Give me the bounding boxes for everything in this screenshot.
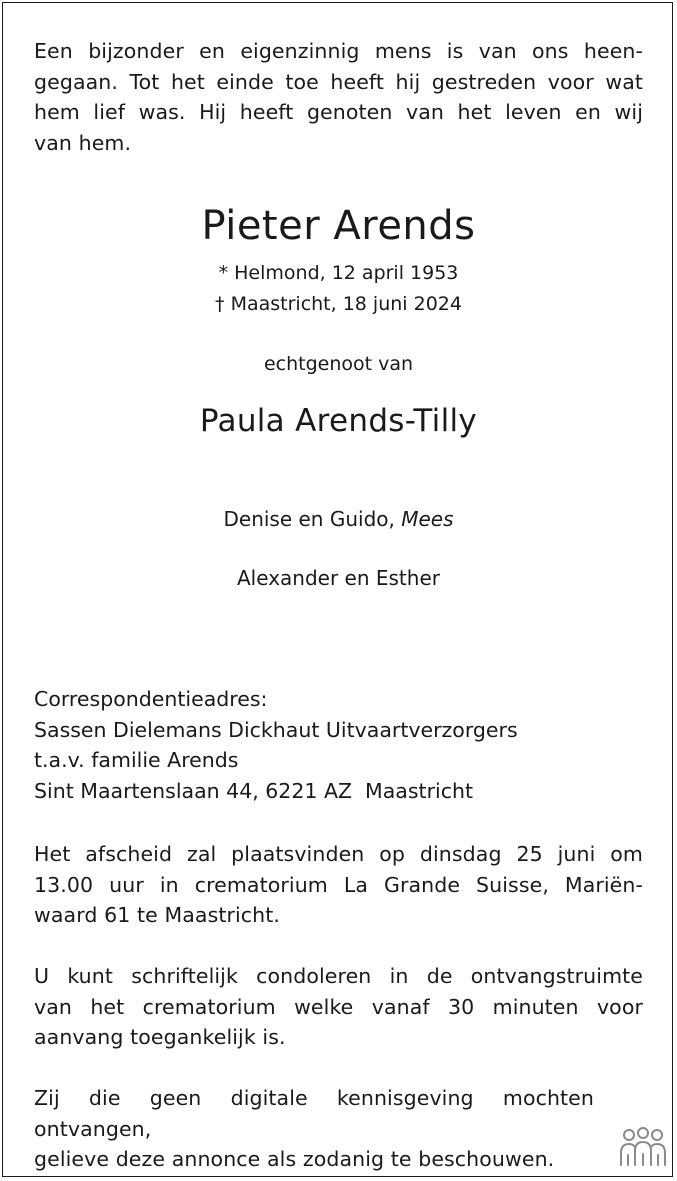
condolence-line: aanvang toegankelijk is. [34, 1025, 286, 1049]
grandchild-name: Mees [401, 507, 454, 531]
family-people-icon [617, 1127, 669, 1167]
family-line-1 [0, 505, 677, 533]
notice-line: Zij die geen digitale kennisgeving mochten ontvangen, [34, 1086, 594, 1141]
farewell-line: Het afscheid zal plaatsvinden op dinsdag 25 juni om [34, 842, 643, 866]
deceased-name: Pieter Arends [201, 203, 476, 249]
children-names: Denise en Guido, [223, 507, 402, 531]
family-line-2: Alexander en Esther [237, 566, 440, 590]
intro-line: gegaan. Tot het einde toe heeft hij gestreden voor wat [34, 69, 643, 94]
address-line: Sint Maartenslaan 44, 6221 AZ Maastricht [34, 778, 474, 803]
intro-line: van hem. [34, 130, 132, 155]
address-line: Sassen Dielemans Dickhaut Uitvaartverzorgers [34, 717, 518, 742]
notice-line: gelieve deze annonce als zodanig te beschouwen. [34, 1147, 555, 1171]
birth-date: * Helmond, 12 april 1953 [218, 262, 459, 284]
intro-line: Een bijzonder en eigenzinnig mens is van ons heen- [34, 39, 643, 63]
correspondence-address [34, 684, 643, 806]
address-line: Correspondentieadres: [34, 687, 268, 711]
address-line: t.a.v. familie Arends [34, 748, 239, 772]
death-date: † Maastricht, 18 juni 2024 [215, 293, 462, 315]
notice-paragraph [34, 1083, 594, 1175]
condolence-line: van het crematorium welke vanaf 30 minuten voor [34, 994, 643, 1019]
spouse-relation: echtgenoot van [263, 353, 414, 375]
farewell-paragraph [34, 839, 643, 931]
farewell-line: 13.00 uur in crematorium La Grande Suisse, Mariën- [34, 872, 643, 897]
farewell-line: waard 61 te Maastricht. [34, 903, 281, 927]
intro-line: hem lief was. Hij heeft genoten van het leven en wij [34, 100, 643, 124]
spouse-name: Paula Arends-Tilly [199, 403, 478, 439]
condolence-paragraph [34, 961, 643, 1053]
intro-paragraph [34, 36, 643, 158]
condolence-line: U kunt schriftelijk condoleren in de ontvangstruimte [34, 964, 643, 988]
